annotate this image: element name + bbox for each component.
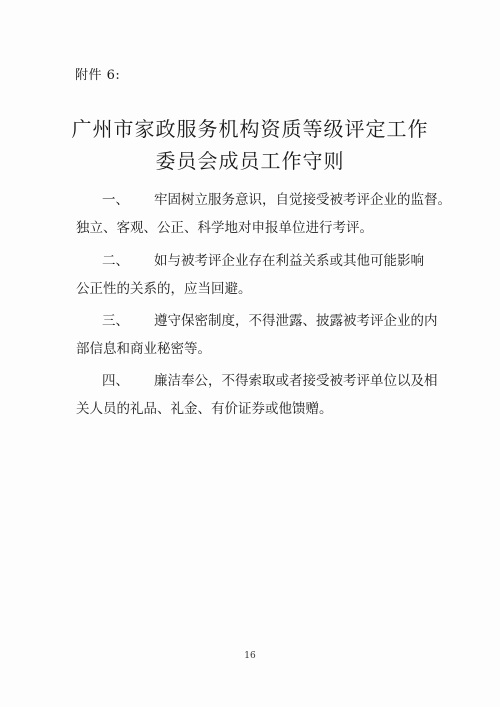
document-title-line-2: 委员会成员工作守则 xyxy=(155,149,345,173)
clause-2-text-1: 如与被考评企业存在利益关系或其他可能影响 xyxy=(154,253,424,269)
document-title-line-1: 广州市家政服务机构资质等级评定工作 xyxy=(71,117,429,141)
clause-3-text-1: 遵守保密制度，不得泄露、披露被考评企业的内 xyxy=(154,313,438,329)
page-number: 16 xyxy=(244,651,256,661)
clause-2-line-1 xyxy=(76,247,428,275)
clause-1-line-1 xyxy=(76,186,451,214)
clause-4-line-2: 关人员的礼品、礼金、有价证券或他馈赠。 xyxy=(76,401,333,417)
clause-1 xyxy=(76,186,451,242)
clause-4 xyxy=(76,367,438,423)
clause-1-number: 一、 xyxy=(102,192,129,208)
clause-4-line-1 xyxy=(76,367,438,395)
clause-1-line-2: 独立、客观、公正、科学地对申报单位进行考评。 xyxy=(76,220,373,236)
clause-4-number: 四、 xyxy=(102,373,129,389)
clause-2-line-2: 公正性的关系的，应当回避。 xyxy=(76,281,252,297)
clause-3 xyxy=(76,307,438,363)
clause-3-line-2: 部信息和商业秘密等。 xyxy=(76,341,211,357)
attachment-label: 附件 6: xyxy=(75,68,121,83)
clause-1-text-1: 牢固树立服务意识，自觉接受被考评企业的监督。 xyxy=(154,192,451,208)
clause-3-number: 三、 xyxy=(102,313,129,329)
clause-4-text-1: 廉洁奉公，不得索取或者接受被考评单位以及相 xyxy=(154,373,438,389)
clause-3-line-1 xyxy=(76,307,438,335)
clause-2 xyxy=(76,247,428,303)
clause-2-number: 二、 xyxy=(102,253,129,269)
